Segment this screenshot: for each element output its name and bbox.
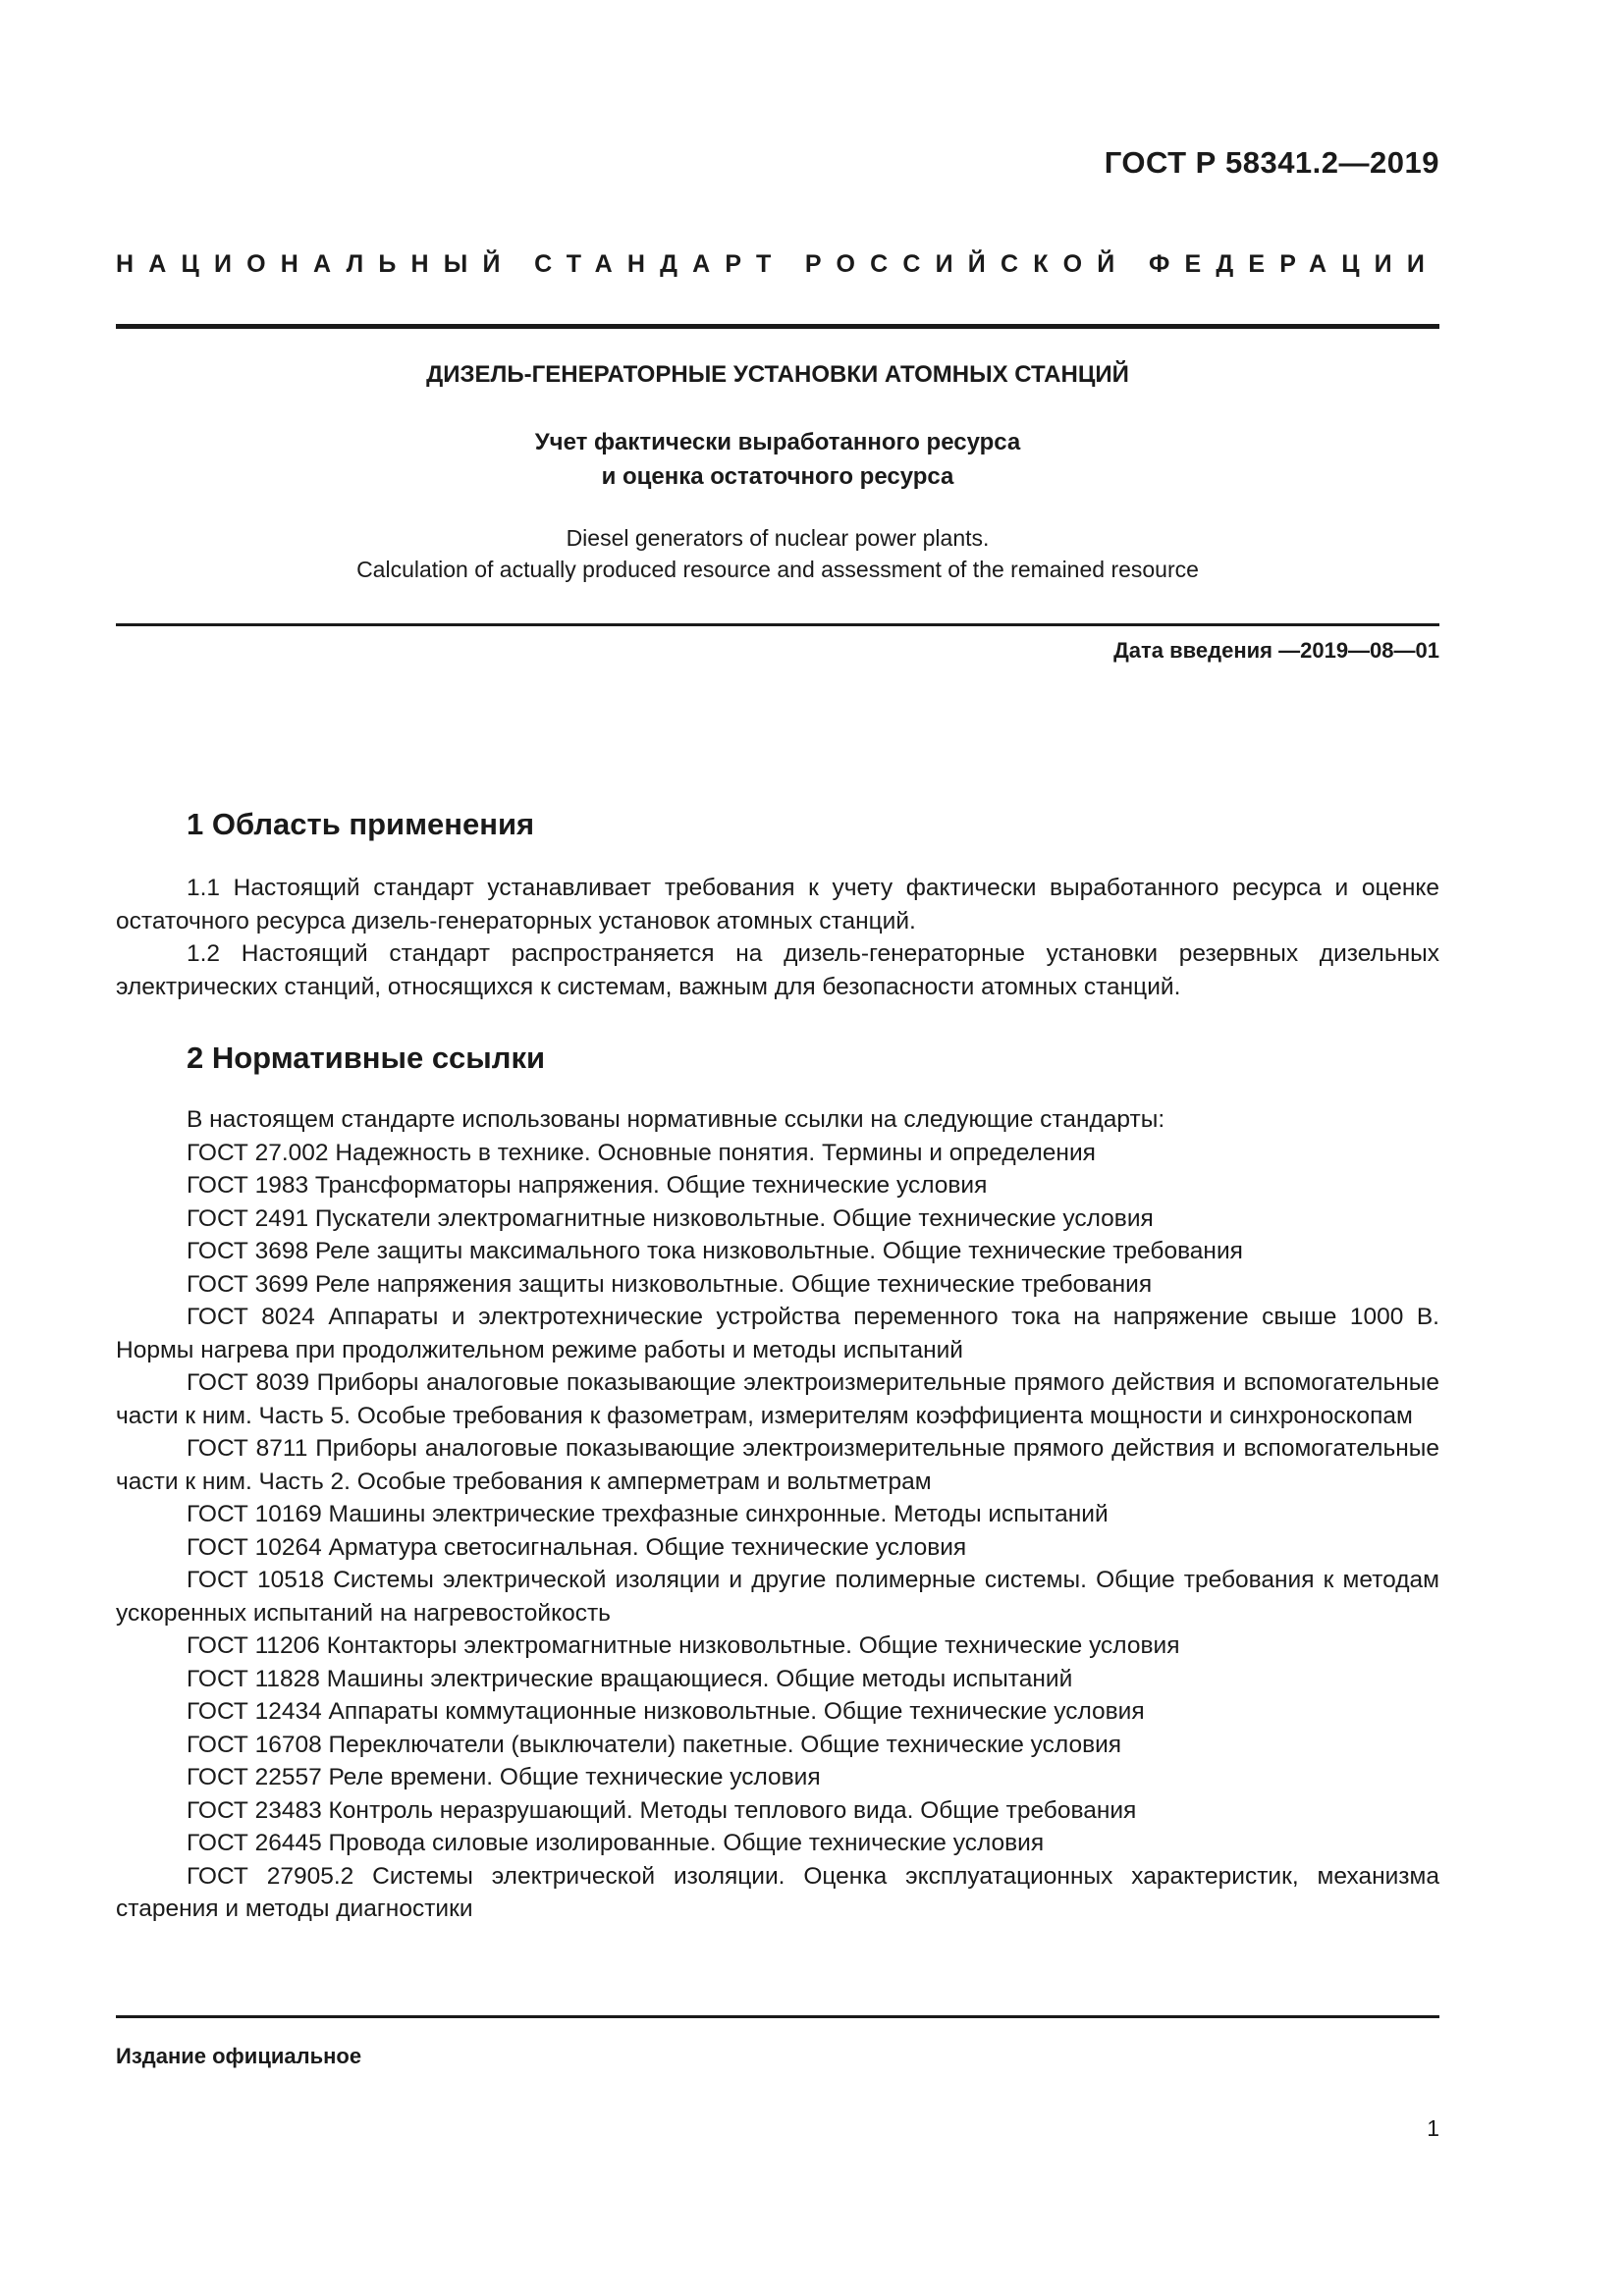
paragraph: ГОСТ 3698 Реле защиты максимального тока низковольтные. Общие технические требования (187, 1238, 1243, 1264)
subtitle-line-1: Учет фактически выработанного ресурса (534, 429, 1021, 455)
page-number: 1 (1427, 2115, 1439, 2141)
document-subtitle (116, 425, 1439, 494)
paragraph: ГОСТ 10264 Арматура светосигнальная. Общие технические условия (187, 1533, 967, 1561)
subtitle-line-2: и оценка остаточного ресурса (601, 463, 954, 490)
paragraph: ГОСТ 10518 Системы электрической изоляции и другие полимерные системы. Общие требования к методам ускоренных испытаний на нагревостойкость (116, 1567, 1439, 1627)
paragraph: ГОСТ 3699 Реле напряжения защиты низковольтные. Общие технические требования (187, 1270, 1153, 1298)
banner-word: НАЦИОНАЛЬНЫЙ (116, 250, 515, 278)
section-1-body (116, 872, 1439, 1003)
paragraph: 1.1 Настоящий стандарт устанавливает требования к учету фактически выработанного ресурса и оценке остаточного ресурса дизель-генераторных установок атомных станций. (116, 875, 1439, 934)
document-title: ДИЗЕЛЬ-ГЕНЕРАТОРНЫЕ УСТАНОВКИ АТОМНЫХ СТАНЦИЙ (426, 361, 1129, 388)
introduction-date: Дата введения —2019—08—01 (1113, 638, 1439, 663)
paragraph: ГОСТ 10169 Машины электрические трехфазные синхронные. Методы испытаний (187, 1501, 1109, 1527)
paragraph: ГОСТ 8039 Приборы аналоговые показывающие электроизмерительные прямого действия и вспомогательные части к ним. Часть 5. Особые требования к фазометрам, измерителям коэффициента мощности и синхроноскопам (116, 1369, 1439, 1429)
paragraph: ГОСТ 12434 Аппараты коммутационные низковольтные. Общие технические условия (187, 1698, 1145, 1725)
paragraph: ГОСТ 8024 Аппараты и электротехнические устройства переменного тока на напряжение свыше 1000 В. Нормы нагрева при продолжительном режиме работы и методы испытаний (116, 1304, 1439, 1363)
banner-word: СТАНДАРТ (534, 250, 786, 278)
english-title-line-2: Calculation of actually produced resource and assessment of the remained resource (356, 557, 1199, 582)
header-divider (116, 324, 1439, 329)
paragraph: ГОСТ 26445 Провода силовые изолированные. Общие технические условия (187, 1830, 1045, 1856)
paragraph: ГОСТ 8711 Приборы аналоговые показывающие электроизмерительные прямого действия и вспомогательные части к ним. Часть 2. Особые требования к амперметрам и вольтметрам (116, 1435, 1439, 1495)
section-1-heading: 1 Область применения (187, 807, 535, 841)
paragraph: ГОСТ 27.002 Надежность в технике. Основные понятия. Термины и определения (187, 1139, 1096, 1166)
section-2-body (116, 1103, 1439, 1926)
paragraph: В настоящем стандарте использованы нормативные ссылки на следующие стандарты: (187, 1106, 1165, 1133)
document-page (116, 0, 1439, 2296)
paragraph: ГОСТ 23483 Контроль неразрушающий. Методы теплового вида. Общие требования (187, 1796, 1137, 1824)
banner-word: РОССИЙСКОЙ (804, 250, 1130, 278)
national-standard-banner (116, 250, 1439, 279)
paragraph: ГОСТ 1983 Трансформаторы напряжения. Общие технические условия (187, 1172, 988, 1199)
paragraph: ГОСТ 16708 Переключатели (выключатели) пакетные. Общие технические условия (187, 1731, 1122, 1758)
paragraph: ГОСТ 27905.2 Системы электрической изоляции. Оценка эксплуатационных характеристик, механизма старения и методы диагностики (116, 1862, 1439, 1922)
official-edition-label: Издание официальное (116, 2044, 362, 2068)
paragraph: ГОСТ 11828 Машины электрические вращающиеся. Общие методы испытаний (187, 1665, 1073, 1692)
paragraph: 1.2 Настоящий стандарт распространяется на дизель-генераторные установки резервных дизельных электрических станций, относящихся к системам, важным для безопасности атомных станций. (116, 940, 1439, 1000)
footer-divider (116, 2015, 1439, 2018)
paragraph: ГОСТ 2491 Пускатели электромагнитные низковольтные. Общие технические условия (187, 1204, 1154, 1232)
paragraph: ГОСТ 11206 Контакторы электромагнитные низковольтные. Общие технические условия (187, 1632, 1180, 1659)
paragraph: ГОСТ 22557 Реле времени. Общие технические условия (187, 1764, 821, 1790)
english-title-line-1: Diesel generators of nuclear power plants. (566, 525, 990, 551)
section-2-heading: 2 Нормативные ссылки (187, 1041, 546, 1075)
english-title (116, 522, 1439, 585)
standard-number: ГОСТ Р 58341.2—2019 (1104, 145, 1439, 180)
title-divider (116, 623, 1439, 626)
banner-word: ФЕДЕРАЦИИ (1148, 250, 1439, 278)
